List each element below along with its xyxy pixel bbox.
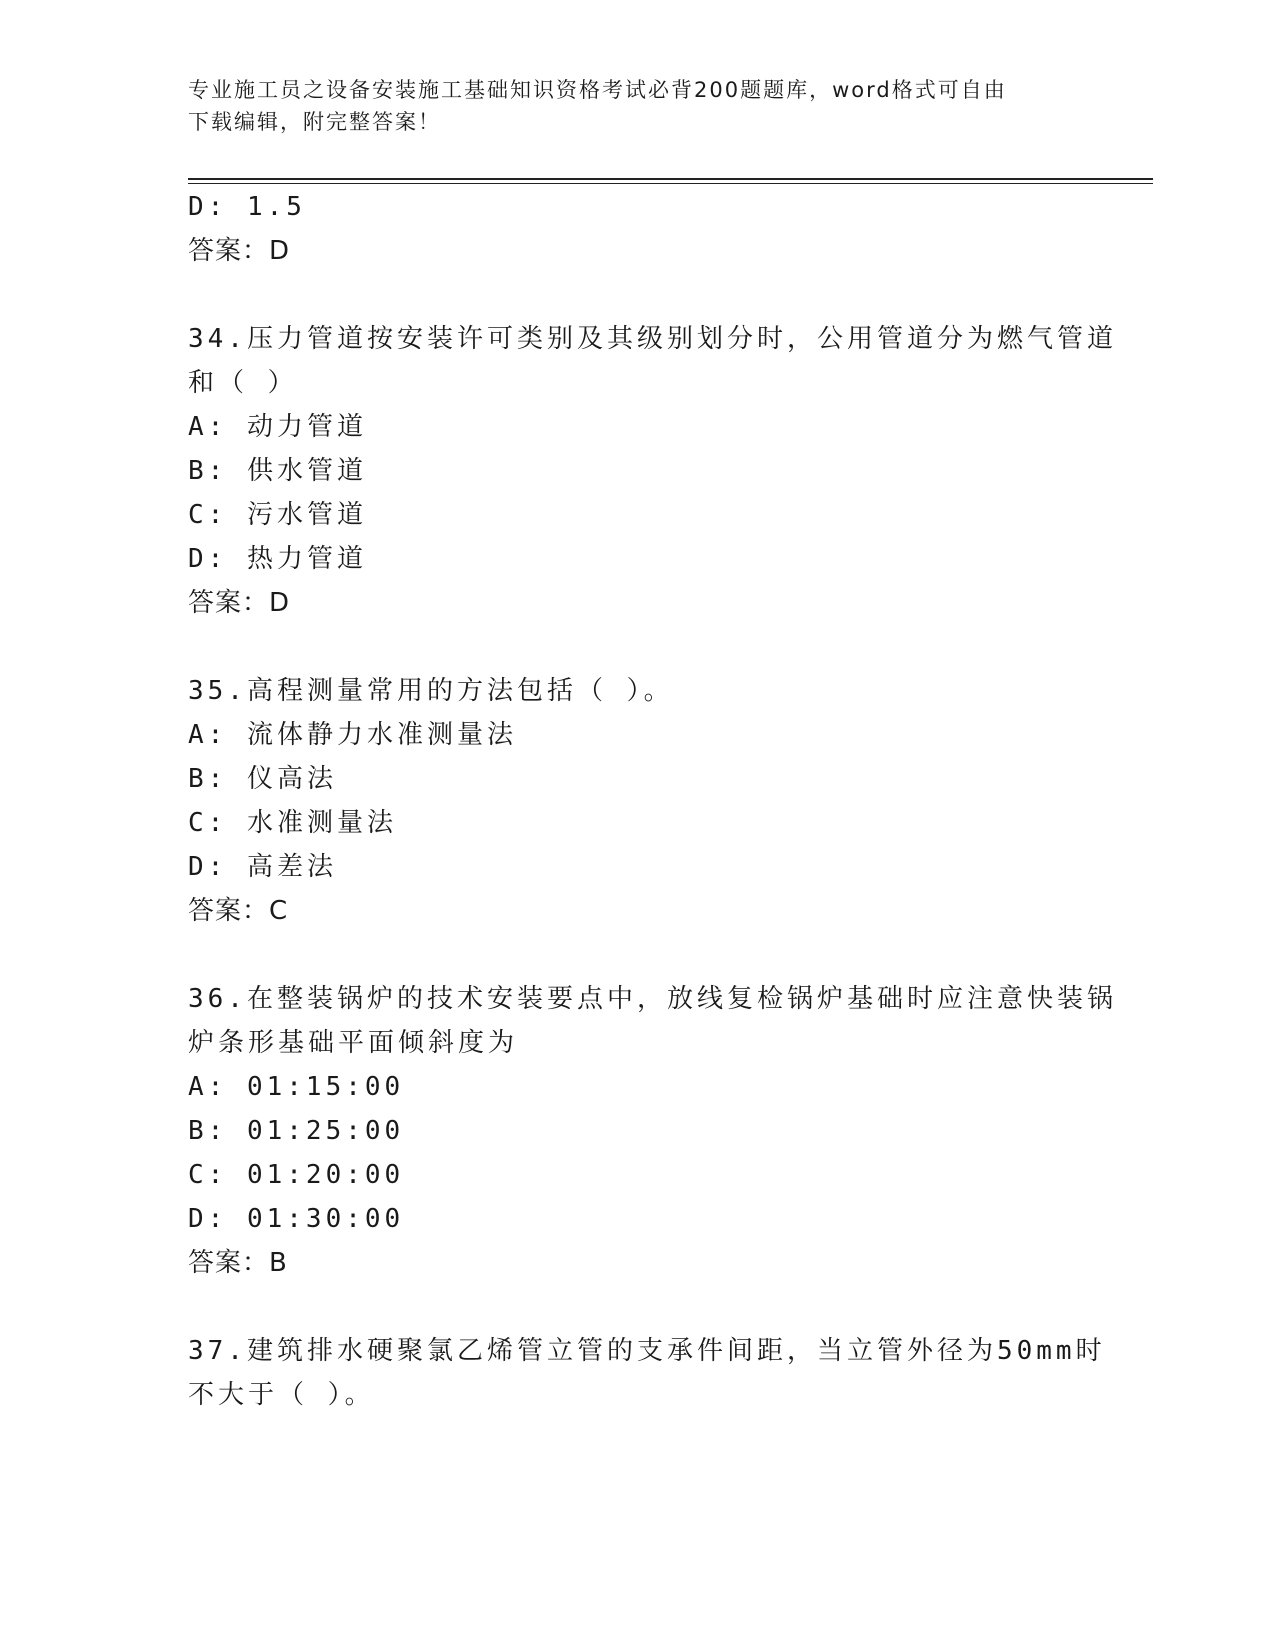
header-divider — [188, 178, 1153, 180]
q35-stem-line-1: 35.高程测量常用的方法包括（ ）。 — [188, 676, 674, 706]
q34-option-b: B: 供水管道 — [188, 456, 367, 486]
q36-stem-line-1: 36.在整装锅炉的技术安装要点中，放线复检锅炉基础时应注意快装锅 — [188, 984, 1117, 1014]
q33-option-d: D: 1.5 — [188, 192, 306, 222]
q35-option-d: D: 高差法 — [188, 852, 337, 882]
q34-option-a: A: 动力管道 — [188, 412, 367, 442]
q36-stem-line-2: 炉条形基础平面倾斜度为 — [188, 1028, 519, 1058]
q34-option-d: D: 热力管道 — [188, 544, 367, 574]
q34-stem-line-1: 34.压力管道按安装许可类别及其级别划分时，公用管道分为燃气管道 — [188, 324, 1117, 354]
header-line-1: 专业施工员之设备安装施工基础知识资格考试必背200题题库，word格式可自由 — [188, 78, 1007, 102]
document-header — [188, 74, 1088, 138]
q37-stem-line-1: 37.建筑排水硬聚氯乙烯管立管的支承件间距，当立管外径为50mm时 — [188, 1336, 1106, 1366]
q35-answer: 答案：C — [188, 896, 289, 926]
q36-answer: 答案：B — [188, 1248, 288, 1278]
q35-option-a: A: 流体静力水准测量法 — [188, 720, 517, 750]
header-divider-thin — [188, 183, 1153, 184]
q36-option-d: D: 01:30:00 — [188, 1204, 405, 1234]
q35-option-c: C: 水准测量法 — [188, 808, 397, 838]
q34-answer: 答案：D — [188, 588, 291, 618]
header-line-2: 下载编辑，附完整答案！ — [188, 110, 441, 134]
q34-stem-line-2: 和（ ） — [188, 368, 298, 398]
q37-stem-line-2: 不大于（ ）。 — [188, 1380, 375, 1410]
q34-option-c: C: 污水管道 — [188, 500, 367, 530]
q36-option-b: B: 01:25:00 — [188, 1116, 405, 1146]
q35-option-b: B: 仪高法 — [188, 764, 337, 794]
q33-answer: 答案：D — [188, 236, 291, 266]
q36-option-a: A: 01:15:00 — [188, 1072, 405, 1102]
q36-option-c: C: 01:20:00 — [188, 1160, 405, 1190]
